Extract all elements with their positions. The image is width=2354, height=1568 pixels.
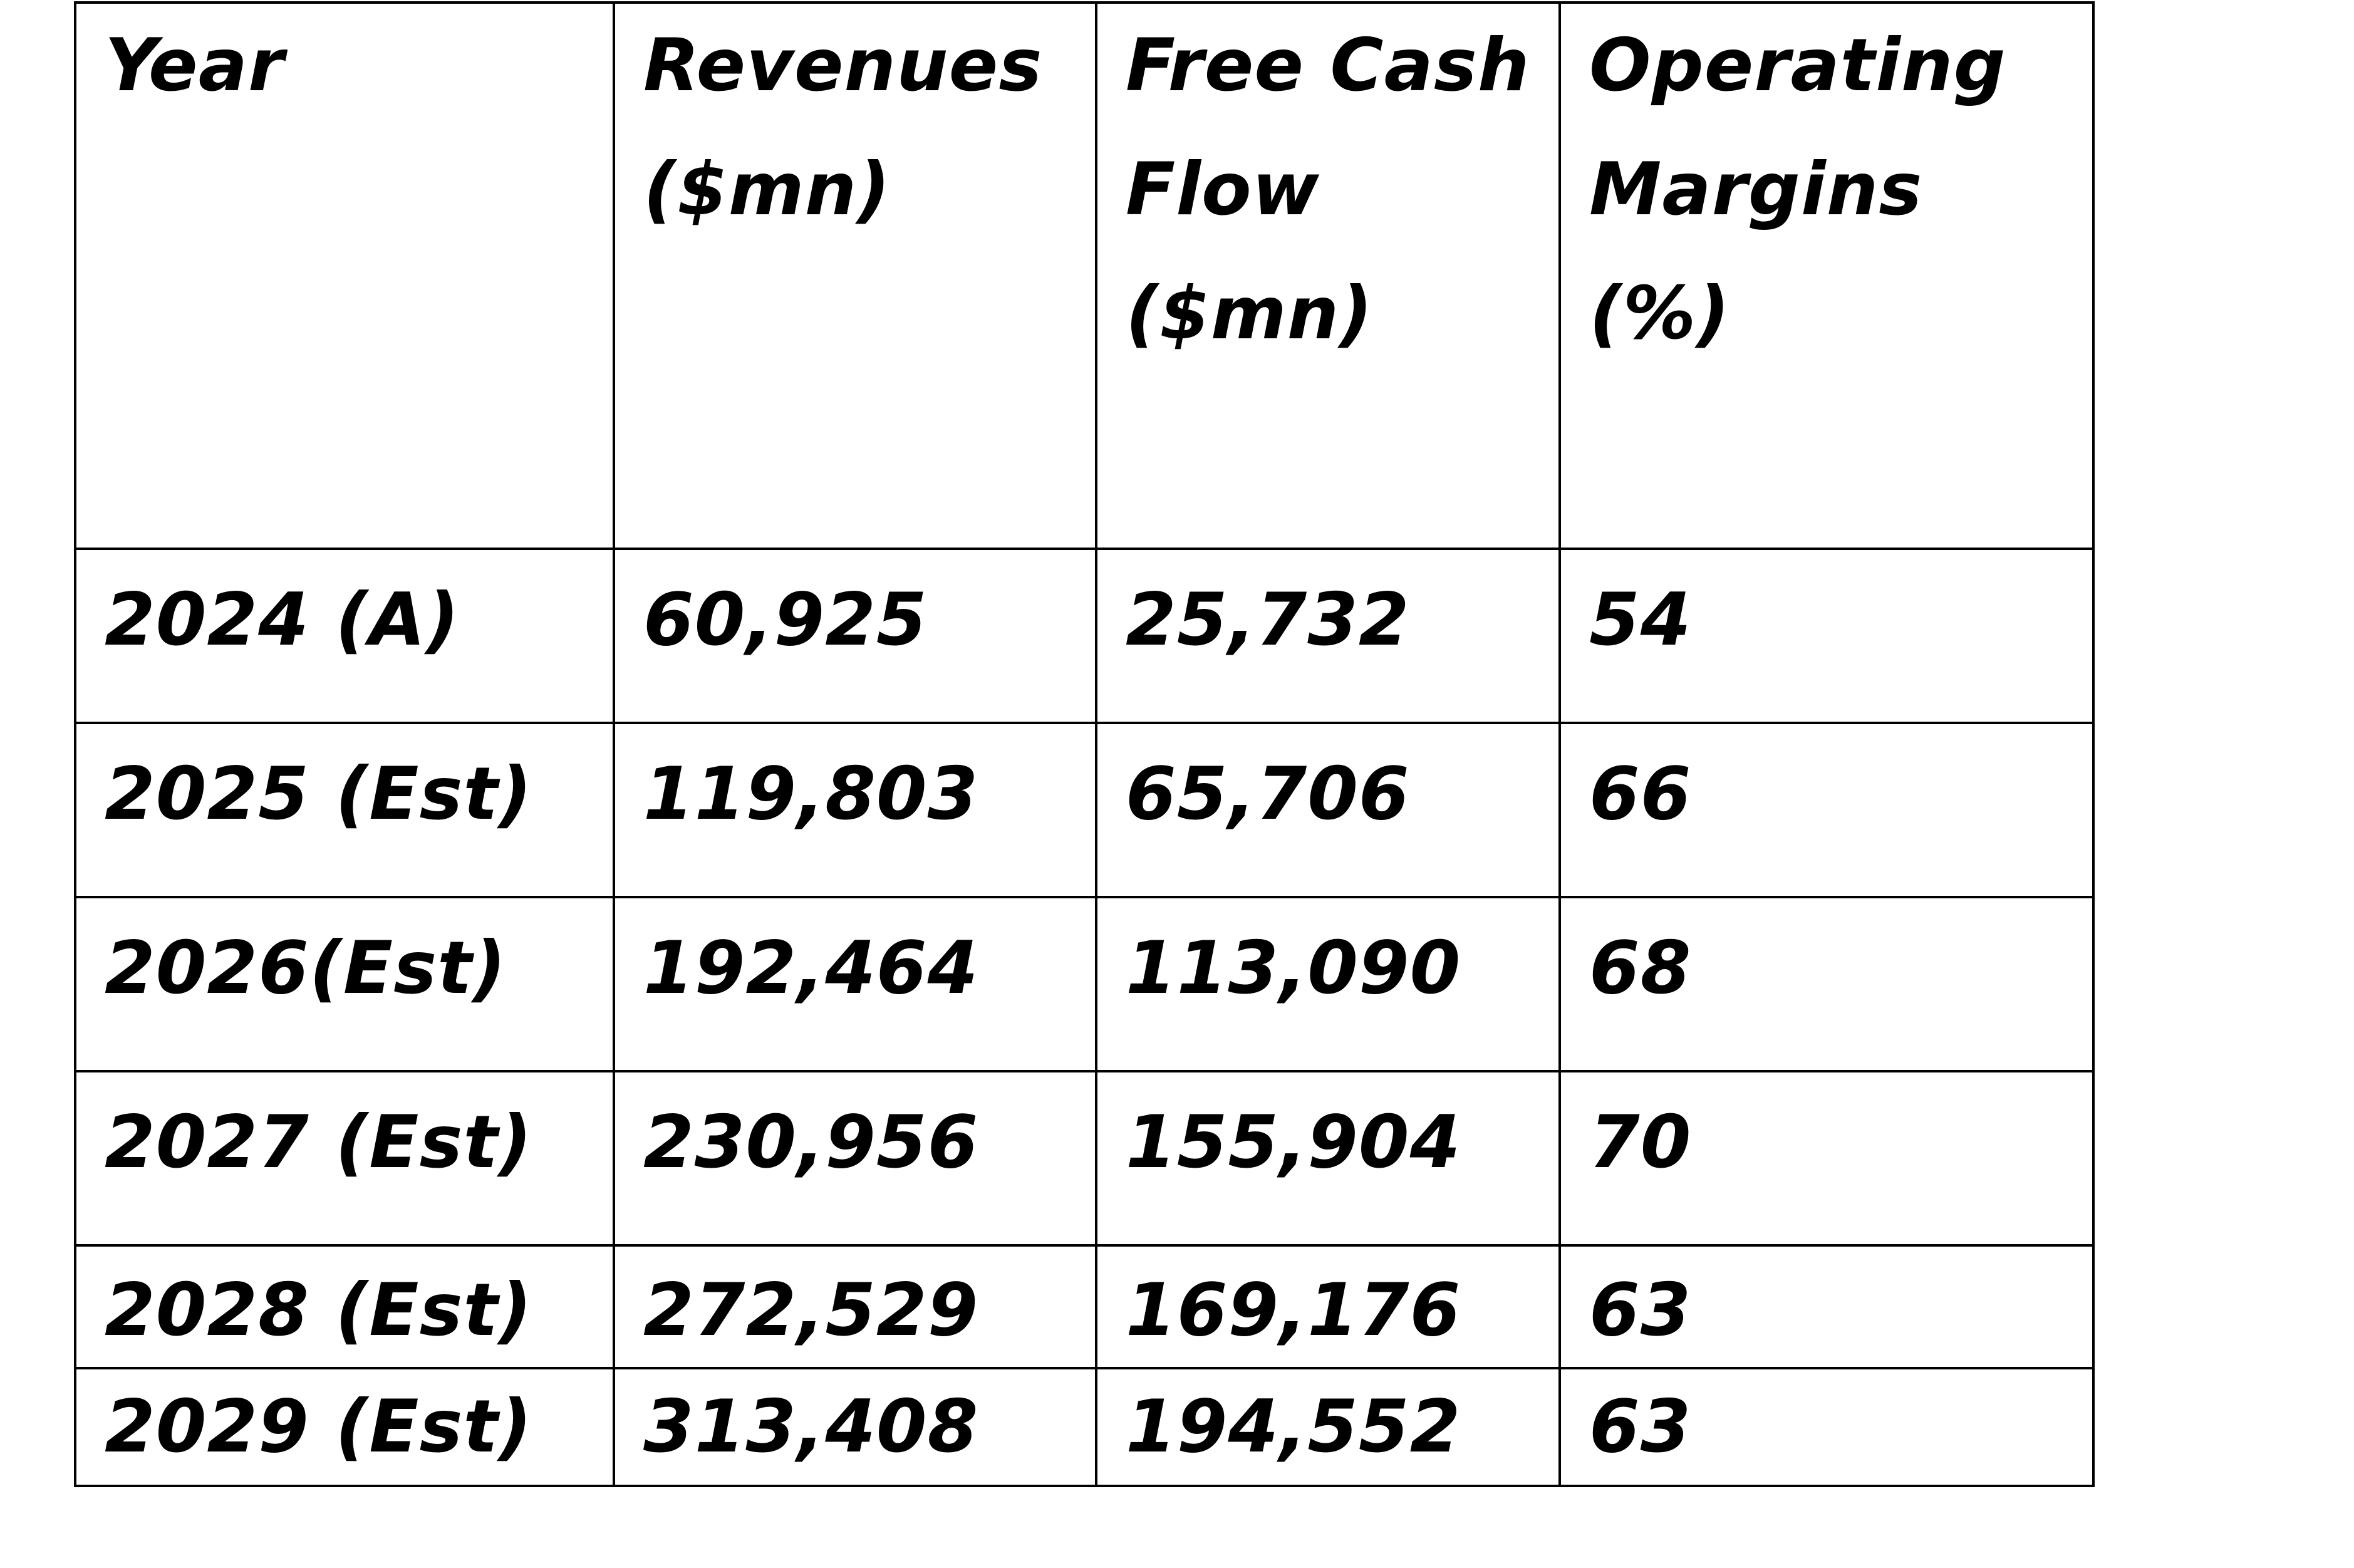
cell-year: 2029 (Est) (75, 1368, 614, 1486)
header-operating-margins: Operating Margins (%) (1560, 3, 2093, 549)
cell-free-cash-flow: 25,732 (1096, 549, 1560, 723)
table-row (75, 1368, 2093, 1486)
cell-revenues: 272,529 (614, 1245, 1096, 1368)
cell-year: 2025 (Est) (75, 723, 614, 897)
cell-operating-margin: 63 (1560, 1245, 2093, 1368)
cell-revenues: 192,464 (614, 897, 1096, 1071)
cell-operating-margin: 70 (1560, 1071, 2093, 1245)
table-row (75, 1245, 2093, 1368)
cell-free-cash-flow: 65,706 (1096, 723, 1560, 897)
cell-revenues: 230,956 (614, 1071, 1096, 1245)
cell-operating-margin: 66 (1560, 723, 2093, 897)
cell-year: 2027 (Est) (75, 1071, 614, 1245)
header-row (75, 3, 2093, 549)
financial-projections-table (74, 1, 2095, 1487)
table-row (75, 549, 2093, 723)
cell-free-cash-flow: 113,090 (1096, 897, 1560, 1071)
cell-year: 2024 (A) (75, 549, 614, 723)
cell-free-cash-flow: 155,904 (1096, 1071, 1560, 1245)
cell-revenues: 119,803 (614, 723, 1096, 897)
cell-operating-margin: 63 (1560, 1368, 2093, 1486)
header-free-cash-flow: Free Cash Flow ($mn) (1096, 3, 1560, 549)
table-row (75, 897, 2093, 1071)
cell-operating-margin: 54 (1560, 549, 2093, 723)
header-revenues: Revenues ($mn) (614, 3, 1096, 549)
header-year: Year (75, 3, 614, 549)
cell-revenues: 313,408 (614, 1368, 1096, 1486)
cell-free-cash-flow: 169,176 (1096, 1245, 1560, 1368)
cell-operating-margin: 68 (1560, 897, 2093, 1071)
table-row (75, 1071, 2093, 1245)
cell-revenues: 60,925 (614, 549, 1096, 723)
cell-year: 2028 (Est) (75, 1245, 614, 1368)
cell-free-cash-flow: 194,552 (1096, 1368, 1560, 1486)
table-row (75, 723, 2093, 897)
cell-year: 2026(Est) (75, 897, 614, 1071)
